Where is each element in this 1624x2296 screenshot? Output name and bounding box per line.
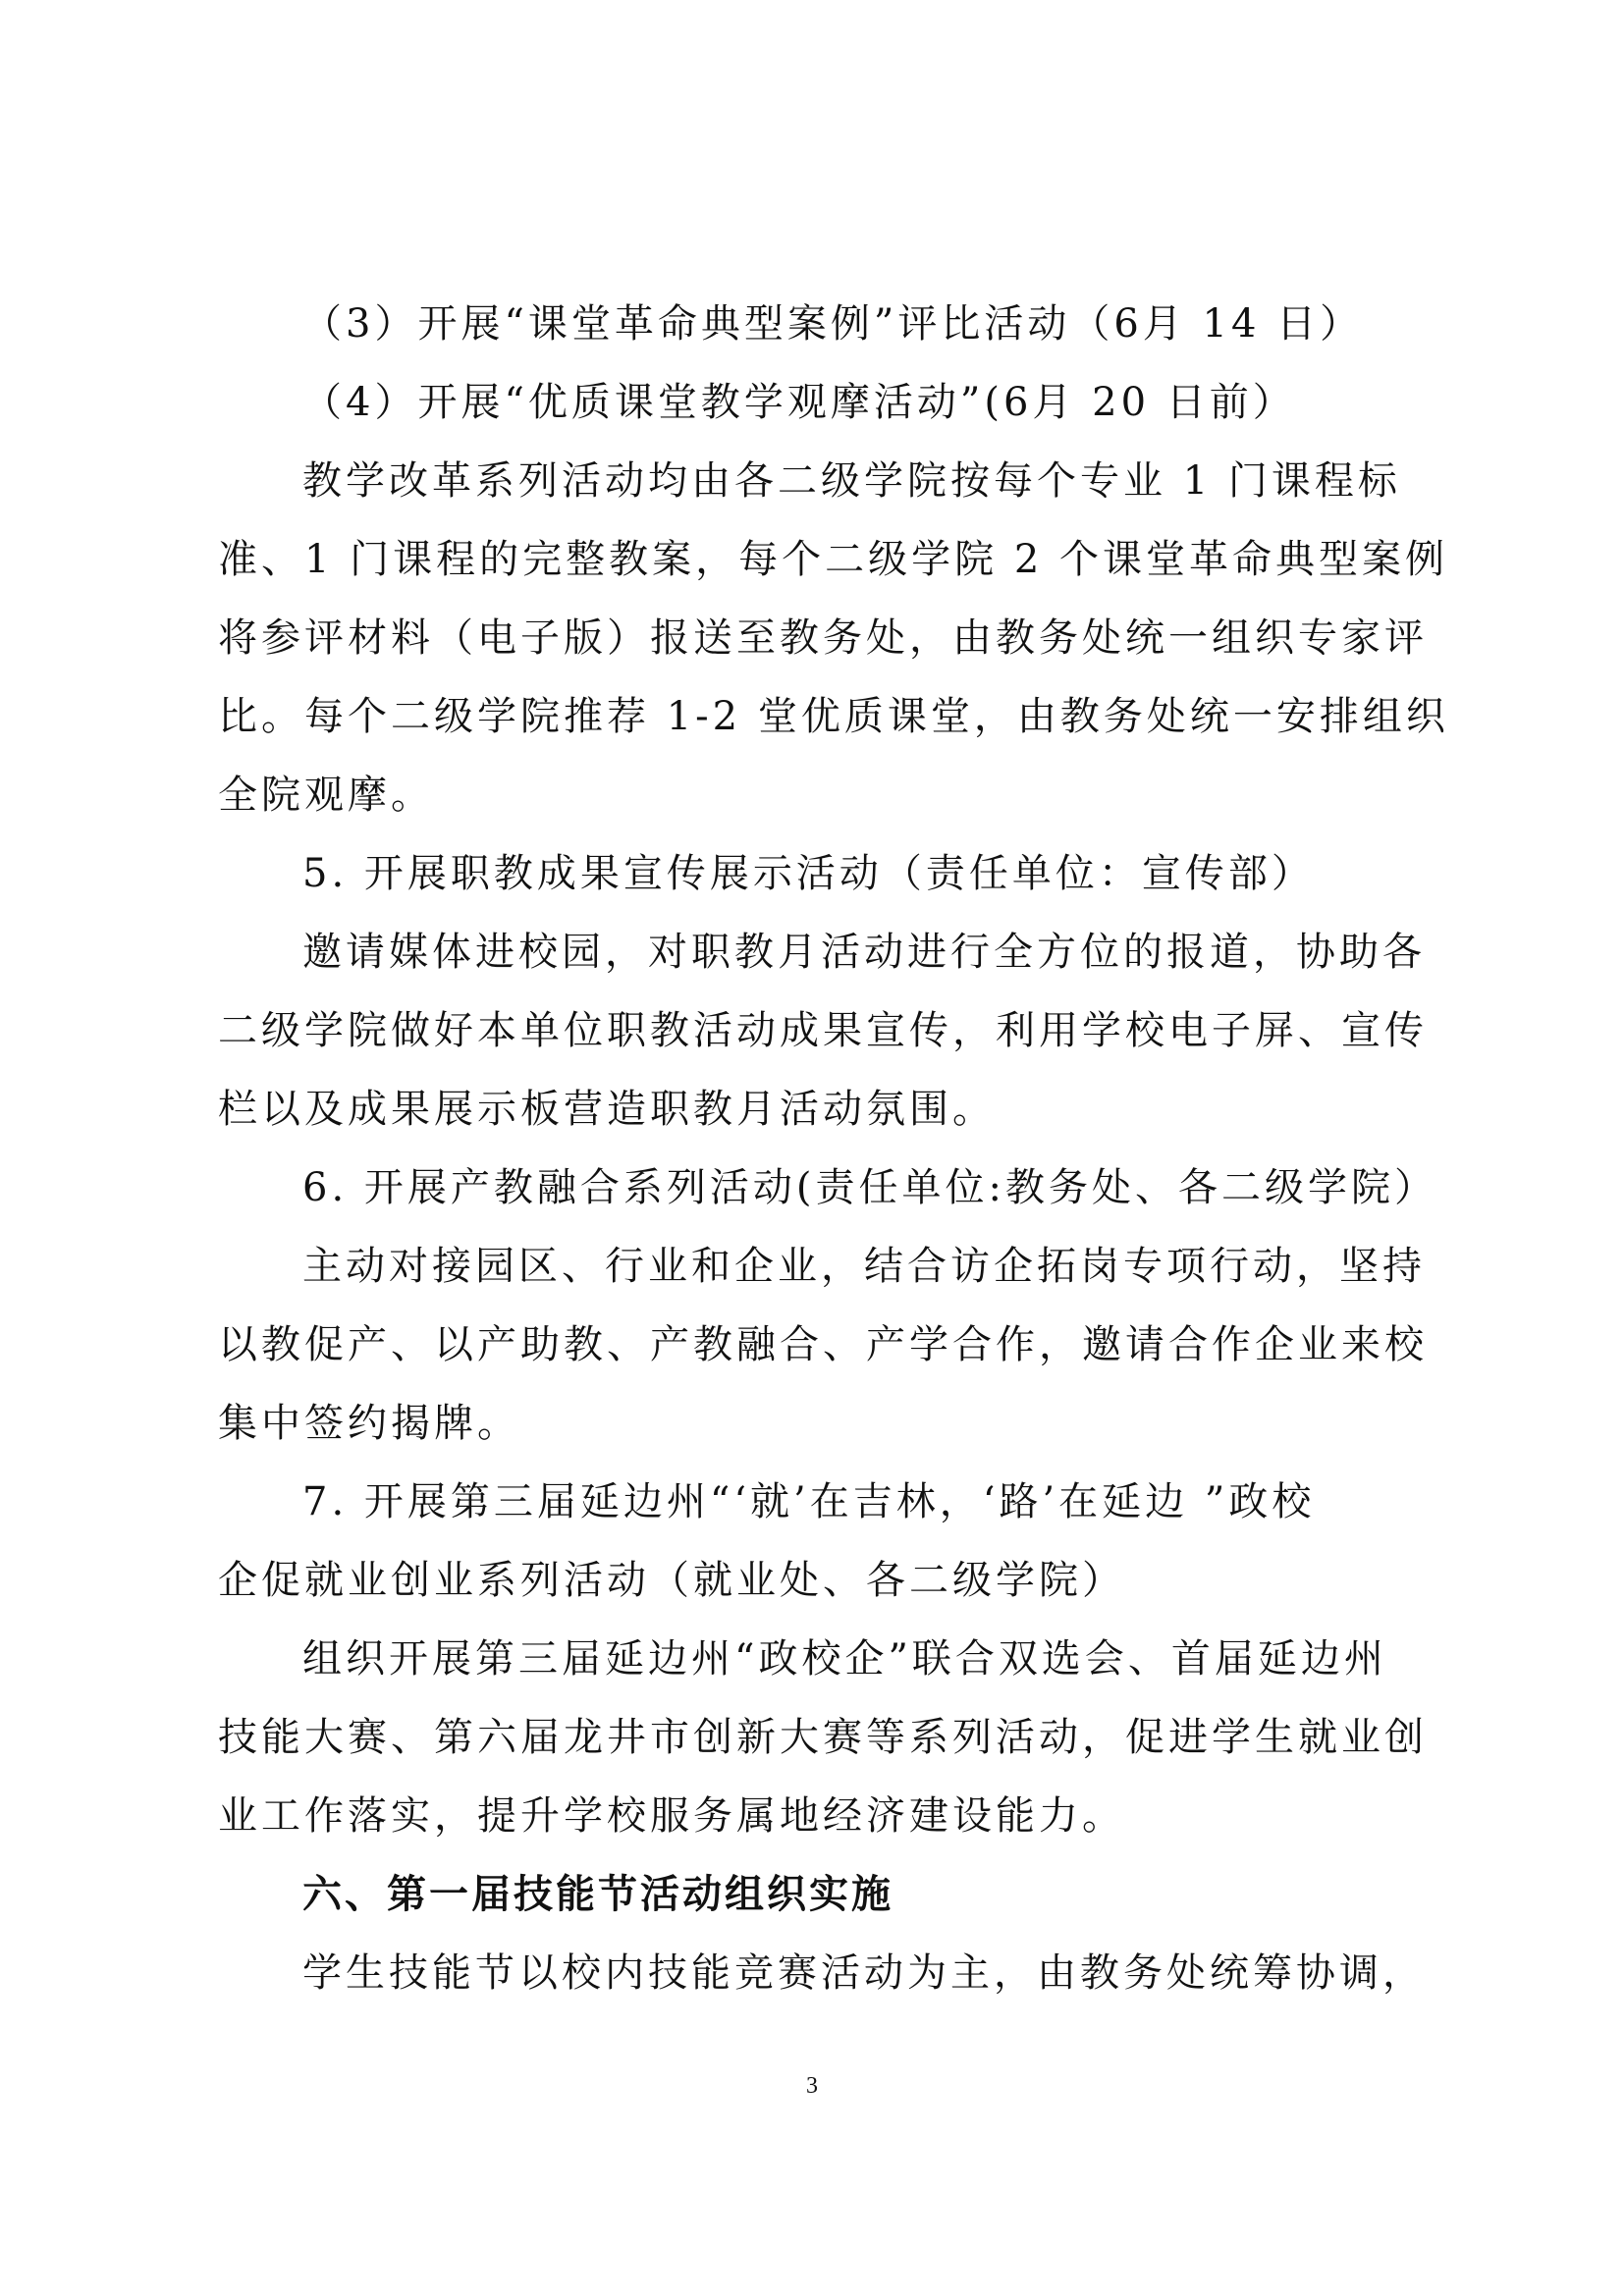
paragraph-industry-line-1: 主动对接园区、行业和企业，结合访企拓岗专项行动，坚持 [302, 1244, 1426, 1289]
paragraph-employment-line-3: 业工作落实，提升学校服务属地经济建设能力。 [218, 1793, 1125, 1839]
paragraph-teaching-reform-line-2: 准、1 门课程的完整教案，每个二级学院 2 个课堂革命典型案例 [218, 537, 1449, 582]
paragraph-teaching-reform-line-3: 将参评材料（电子版）报送至教务处，由教务处统一组织专家评 [218, 615, 1428, 661]
paragraph-skills-festival-line-1: 学生技能节以校内技能竞赛活动为主，由教务处统筹协调， [302, 1950, 1426, 1996]
section-7-title-line-1: 7. 开展第三届延边州“‘就’在吉林，‘路’在延边 ”政校 [302, 1479, 1316, 1524]
section-7-title-line-2: 企促就业创业系列活动（就业处、各二级学院） [218, 1558, 1125, 1603]
paragraph-teaching-reform-line-4: 比。每个二级学院推荐 1-2 堂优质课堂，由教务处统一安排组织 [218, 694, 1449, 739]
section-heading-six: 六、第一届技能节活动组织实施 [302, 1872, 893, 1917]
paragraph-media-line-3: 栏以及成果展示板营造职教月活动氛围。 [218, 1087, 996, 1132]
paragraph-employment-line-1: 组织开展第三届延边州“政校企”联合双选会、首届延边州 [302, 1636, 1387, 1682]
paragraph-industry-line-3: 集中签约揭牌。 [218, 1401, 520, 1446]
paragraph-media-line-2: 二级学院做好本单位职教活动成果宣传，利用学校电子屏、宣传 [218, 1008, 1428, 1053]
list-item-3: （3）开展“课堂革命典型案例”评比活动（6月 14 日） [302, 301, 1364, 347]
paragraph-teaching-reform-line-5: 全院观摩。 [218, 773, 434, 818]
section-6-title: 6. 开展产教融合系列活动(责任单位:教务处、各二级学院） [302, 1165, 1437, 1210]
page-number: 3 [806, 2073, 818, 2099]
section-5-title: 5. 开展职教成果宣传展示活动（责任单位：宣传部） [302, 851, 1315, 896]
paragraph-teaching-reform-line-1: 教学改革系列活动均由各二级学院按每个专业 1 门课程标 [302, 458, 1401, 504]
paragraph-employment-line-2: 技能大赛、第六届龙井市创新大赛等系列活动，促进学生就业创 [218, 1715, 1428, 1760]
list-item-4: （4）开展“优质课堂教学观摩活动”(6月 20 日前） [302, 380, 1296, 425]
paragraph-industry-line-2: 以教促产、以产助教、产教融合、产学合作，邀请合作企业来校 [218, 1322, 1428, 1367]
paragraph-media-line-1: 邀请媒体进校园，对职教月活动进行全方位的报道，协助各 [302, 930, 1426, 975]
